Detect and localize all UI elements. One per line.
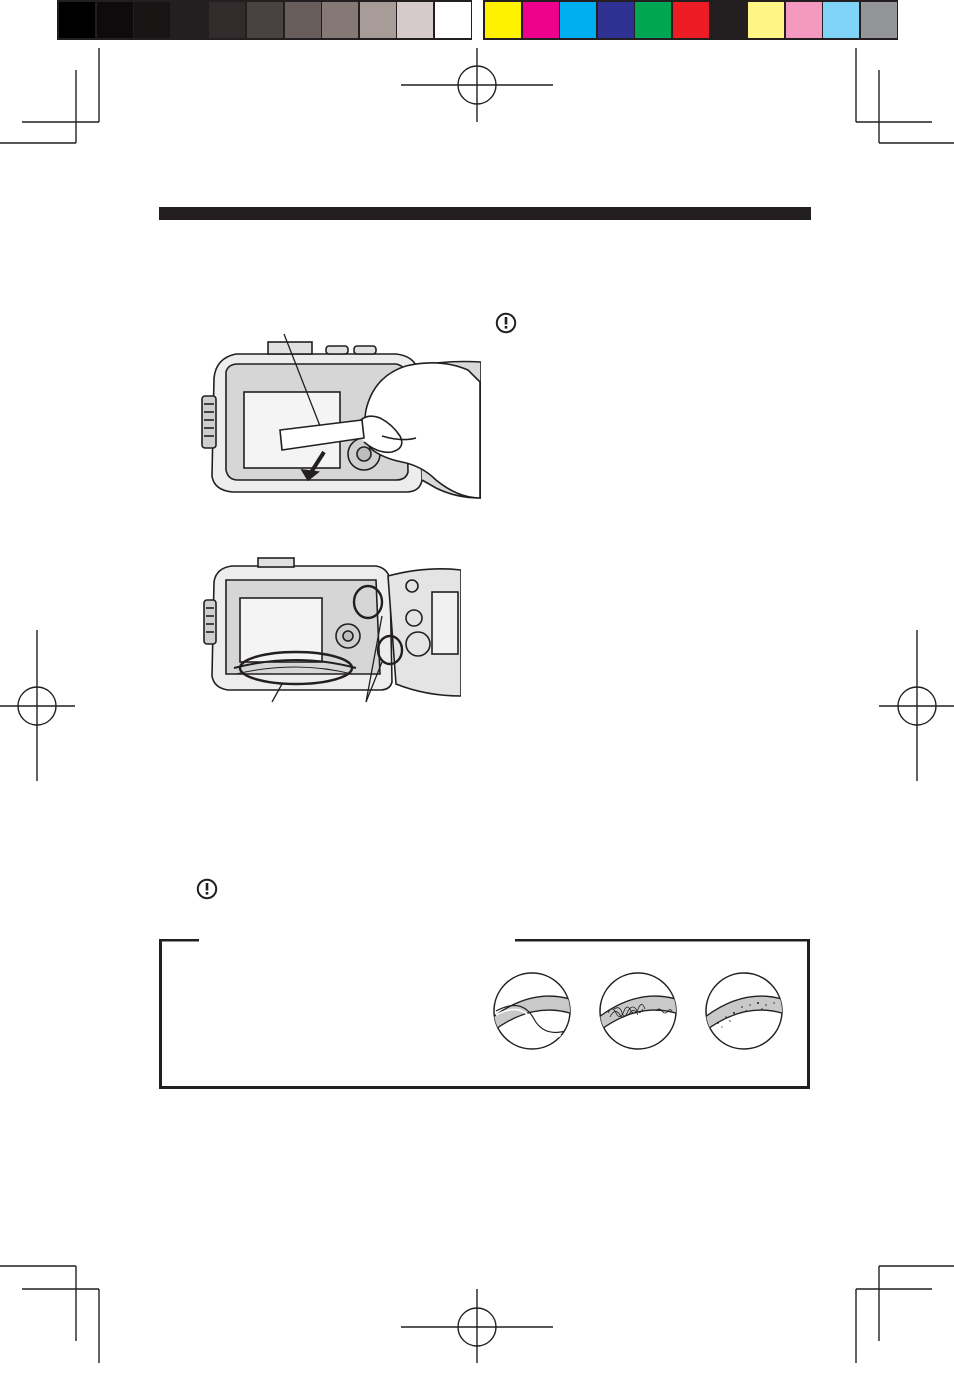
caution-icon [196,878,218,900]
caution-icon [495,312,517,334]
o-ring-sand-example [704,971,784,1051]
o-ring-check-illustration [196,556,461,704]
o-ring-hair-example [492,971,572,1051]
section-title-bar [159,207,811,220]
housing-cleaning-illustration [196,330,481,502]
o-ring-lint-example [598,971,678,1051]
